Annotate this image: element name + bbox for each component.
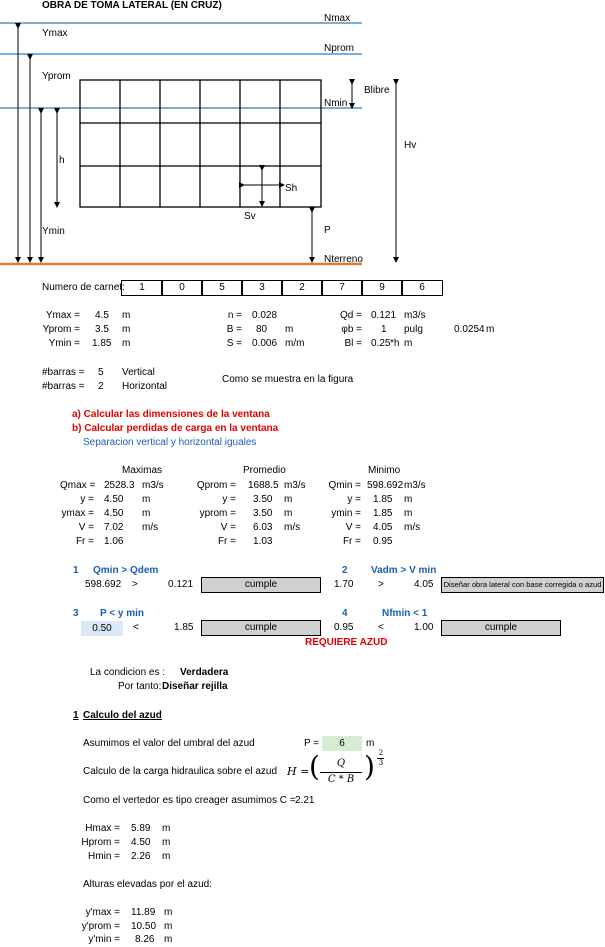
yprom-input-value: 3.5 <box>95 324 109 335</box>
carnet-label: Numero de carnet: <box>42 282 125 293</box>
yprom-label: Yprom <box>42 71 71 82</box>
prom-v-label: V = <box>220 522 236 533</box>
carnet-digit: 3 <box>241 280 283 296</box>
barras-v-value: 5 <box>98 367 104 378</box>
check4-a: 0.95 <box>334 622 354 633</box>
formula-paren-right: ) <box>364 750 375 783</box>
min-fr-label: Fr = <box>342 536 361 547</box>
task-a: a) Calcular las dimensiones de la ventana <box>72 409 270 420</box>
condition-label2: Por tanto: <box>118 681 162 692</box>
yprom-elev-label: y'prom = <box>81 921 120 932</box>
ymax-label: Ymax <box>42 28 68 39</box>
check3-result: cumple <box>201 620 321 636</box>
carnet-digit: 6 <box>401 280 443 296</box>
sh-label: Sh <box>285 183 298 194</box>
formula-denominator: C * B <box>327 774 355 785</box>
min-ymin-value: 1.85 <box>373 508 393 519</box>
check2-b: 4.05 <box>414 579 434 590</box>
check4-title: Nfmin < 1 <box>382 608 428 619</box>
azud-carga-text: Calculo de la carga hidraulica sobre el azud <box>83 766 278 777</box>
ymin-input-label: Ymin = <box>48 338 80 349</box>
n-value: 0.028 <box>252 310 278 321</box>
check1-title: Qmin > Qdem <box>93 565 159 576</box>
maximas-title: Maximas <box>122 465 163 476</box>
ymax-elev-unit: m <box>164 907 173 918</box>
hprom-value: 4.50 <box>131 837 151 848</box>
bl-value: 0.25 <box>371 338 391 349</box>
hprom-label: Hprom = <box>81 837 120 848</box>
qd-label: Qd = <box>340 310 362 321</box>
azud-vertedor-text: Como el vertedor es tipo creager asumimos C = <box>83 795 296 806</box>
prom-fr-value: 1.03 <box>253 536 273 547</box>
h-label: h <box>59 155 65 166</box>
max-fr-label: Fr = <box>75 536 94 547</box>
b-label: B = <box>226 324 242 335</box>
carnet-digit: 2 <box>281 280 323 296</box>
prom-yprom-value: 3.50 <box>253 508 273 519</box>
phib-extra-unit: m <box>486 324 495 335</box>
yprom-elev-unit: m <box>164 921 173 932</box>
max-q-value: 2528.3 <box>104 480 135 491</box>
prom-q-value: 1688.5 <box>248 480 279 491</box>
check1-a: 598.692 <box>85 579 122 590</box>
ymin-elev-label: y'min = <box>88 934 120 945</box>
nprom-label: Nprom <box>324 43 355 54</box>
azud-p-label: P = <box>304 738 320 749</box>
check2-title: Vadm > V min <box>371 565 437 576</box>
n-label: n = <box>227 310 242 321</box>
yprom-elev-value: 10.50 <box>131 921 157 932</box>
check3-op: < <box>133 622 139 633</box>
s-label: S = <box>226 338 242 349</box>
formula-fraction-bar <box>320 772 362 773</box>
check4-result: cumple <box>441 620 561 636</box>
carnet-digit: 9 <box>361 280 403 296</box>
max-v-value: 7.02 <box>104 522 124 533</box>
azud-num: 1 <box>73 710 79 721</box>
min-y-value: 1.85 <box>373 494 393 505</box>
bl-unit: *h <box>390 338 400 349</box>
alturas-text: Alturas elevadas por el azud: <box>83 879 212 890</box>
minimo-title: Minimo <box>368 465 401 476</box>
check1-num: 1 <box>73 565 79 576</box>
min-q-value: 598.692 <box>367 480 404 491</box>
max-y-unit: m <box>142 494 151 505</box>
carnet-digit: 1 <box>121 280 163 296</box>
max-q-unit: m3/s <box>142 480 164 491</box>
check3-b: 1.85 <box>174 622 194 633</box>
min-v-value: 4.05 <box>373 522 393 533</box>
nmin-label: Nmin <box>324 98 348 109</box>
qd-unit: m3/s <box>404 310 426 321</box>
promedio-title: Promedio <box>243 465 286 476</box>
max-ymax-unit: m <box>142 508 151 519</box>
bl-unit2: m <box>404 338 413 349</box>
blibre-label: Blibre <box>364 85 390 96</box>
max-y-value: 4.50 <box>104 494 124 505</box>
ymax-elev-value: 11.89 <box>131 907 156 918</box>
min-ymin-label: ymin = <box>331 508 361 519</box>
formula-h: H = <box>287 765 310 778</box>
azud-p-value: 6 <box>322 736 362 751</box>
phib-unit: pulg <box>404 324 423 335</box>
hmin-unit: m <box>162 851 171 862</box>
prom-yprom-unit: m <box>284 508 293 519</box>
min-q-unit: m3/s <box>404 480 426 491</box>
formula-exp-den: 3 <box>378 759 384 767</box>
prom-fr-label: Fr = <box>217 536 236 547</box>
intake-diagram <box>0 0 605 270</box>
max-q-label: Qmax = <box>60 480 96 491</box>
hmax-unit: m <box>162 823 171 834</box>
check1-b: 0.121 <box>168 579 194 590</box>
ymax-input-label: Ymax = <box>45 310 80 321</box>
phib-extra: 0.0254 <box>454 324 485 335</box>
ymin-label: Ymin <box>42 226 65 237</box>
check3-num: 3 <box>73 608 79 619</box>
check2-result: Diseñar obra lateral con base corregida o azud <box>441 577 604 593</box>
min-y-unit: m <box>404 494 413 505</box>
prom-q-unit: m3/s <box>284 480 306 491</box>
task-b: b) Calcular perdidas de carga en la ventana <box>72 423 279 434</box>
formula-numerator: Q <box>336 758 346 769</box>
check1-op: > <box>132 579 138 590</box>
max-v-unit: m/s <box>142 522 159 533</box>
formula-exp-num: 2 <box>378 749 384 757</box>
barras-v-type: Vertical <box>122 367 155 378</box>
ymin-elev-value: 8.26 <box>135 934 155 945</box>
prom-y-label: y = <box>222 494 236 505</box>
requiere-azud: REQUIERE AZUD <box>305 637 388 648</box>
ymin-input-unit: m <box>122 338 131 349</box>
azud-c-value: 2.21 <box>295 795 315 806</box>
check4-op: < <box>378 622 384 633</box>
barras-h-type: Horizontal <box>122 381 168 392</box>
yprom-input-unit: m <box>122 324 131 335</box>
check2-num: 2 <box>342 565 348 576</box>
carnet-digit: 5 <box>201 280 243 296</box>
qd-value: 0.121 <box>371 310 397 321</box>
s-value: 0.006 <box>252 338 278 349</box>
task-separacion: Separacion vertical y horizontal iguales <box>83 437 257 448</box>
min-fr-value: 0.95 <box>373 536 393 547</box>
prom-y-unit: m <box>284 494 293 505</box>
min-ymin-unit: m <box>404 508 413 519</box>
ymin-input-value: 1.85 <box>92 338 112 349</box>
check1-result: cumple <box>201 577 321 593</box>
ymax-elev-label: y'max = <box>85 907 120 918</box>
min-q-label: Qmin = <box>328 480 361 491</box>
prom-y-value: 3.50 <box>253 494 273 505</box>
barras-note: Como se muestra en la figura <box>222 374 354 385</box>
check3-title: P < y min <box>100 608 145 619</box>
hmin-value: 2.26 <box>131 851 151 862</box>
check3-a: 0.50 <box>81 621 123 636</box>
hv-label: Hv <box>404 140 417 151</box>
hmax-value: 5.89 <box>131 823 151 834</box>
hmax-label: Hmax = <box>85 823 120 834</box>
nmax-label: Nmax <box>324 13 351 24</box>
page-title: OBRA DE TOMA LATERAL (EN CRUZ) <box>42 0 222 11</box>
prom-q-label: Qprom = <box>196 480 236 491</box>
phib-value: 1 <box>381 324 387 335</box>
ymax-input-value: 4.5 <box>95 310 109 321</box>
nterreno-label: Nterreno <box>324 254 363 265</box>
azud-title: Calculo del azud <box>83 710 162 721</box>
ymin-elev-unit: m <box>164 934 173 945</box>
max-ymax-label: ymax = <box>61 508 94 519</box>
carnet-digit: 0 <box>161 280 203 296</box>
hmin-label: Hmin = <box>88 851 120 862</box>
condition-value2: Diseñar rejilla <box>162 681 228 692</box>
b-unit: m <box>285 324 294 335</box>
barras-v-label: #barras = <box>42 367 85 378</box>
azud-p-unit: m <box>366 738 375 749</box>
check4-b: 1.00 <box>414 622 434 633</box>
check2-op: > <box>378 579 384 590</box>
formula-paren-left: ( <box>309 750 320 783</box>
min-v-label: V = <box>345 522 361 533</box>
prom-yprom-label: yprom = <box>199 508 236 519</box>
phib-label: φb = <box>341 324 362 335</box>
p-label: P <box>324 225 331 236</box>
s-unit: m/m <box>285 338 305 349</box>
max-v-label: V = <box>78 522 94 533</box>
hprom-unit: m <box>162 837 171 848</box>
max-fr-value: 1.06 <box>104 536 124 547</box>
check2-a: 1.70 <box>334 579 354 590</box>
yprom-input-label: Yprom = <box>42 324 80 335</box>
prom-v-value: 6.03 <box>253 522 273 533</box>
carnet-digit: 7 <box>321 280 363 296</box>
max-ymax-value: 4.50 <box>104 508 124 519</box>
b-value: 80 <box>256 324 268 335</box>
condition-value: Verdadera <box>180 667 229 678</box>
bl-label: Bl = <box>344 338 362 349</box>
azud-assume-text: Asumimos el valor del umbral del azud <box>83 738 255 749</box>
min-v-unit: m/s <box>404 522 421 533</box>
check4-num: 4 <box>342 608 348 619</box>
barras-h-value: 2 <box>98 381 104 392</box>
ymax-input-unit: m <box>122 310 131 321</box>
max-y-label: y = <box>80 494 94 505</box>
prom-v-unit: m/s <box>284 522 301 533</box>
sv-label: Sv <box>244 211 256 222</box>
barras-h-label: #barras = <box>42 381 85 392</box>
condition-label: La condicion es : <box>90 667 166 678</box>
min-y-label: y = <box>347 494 361 505</box>
